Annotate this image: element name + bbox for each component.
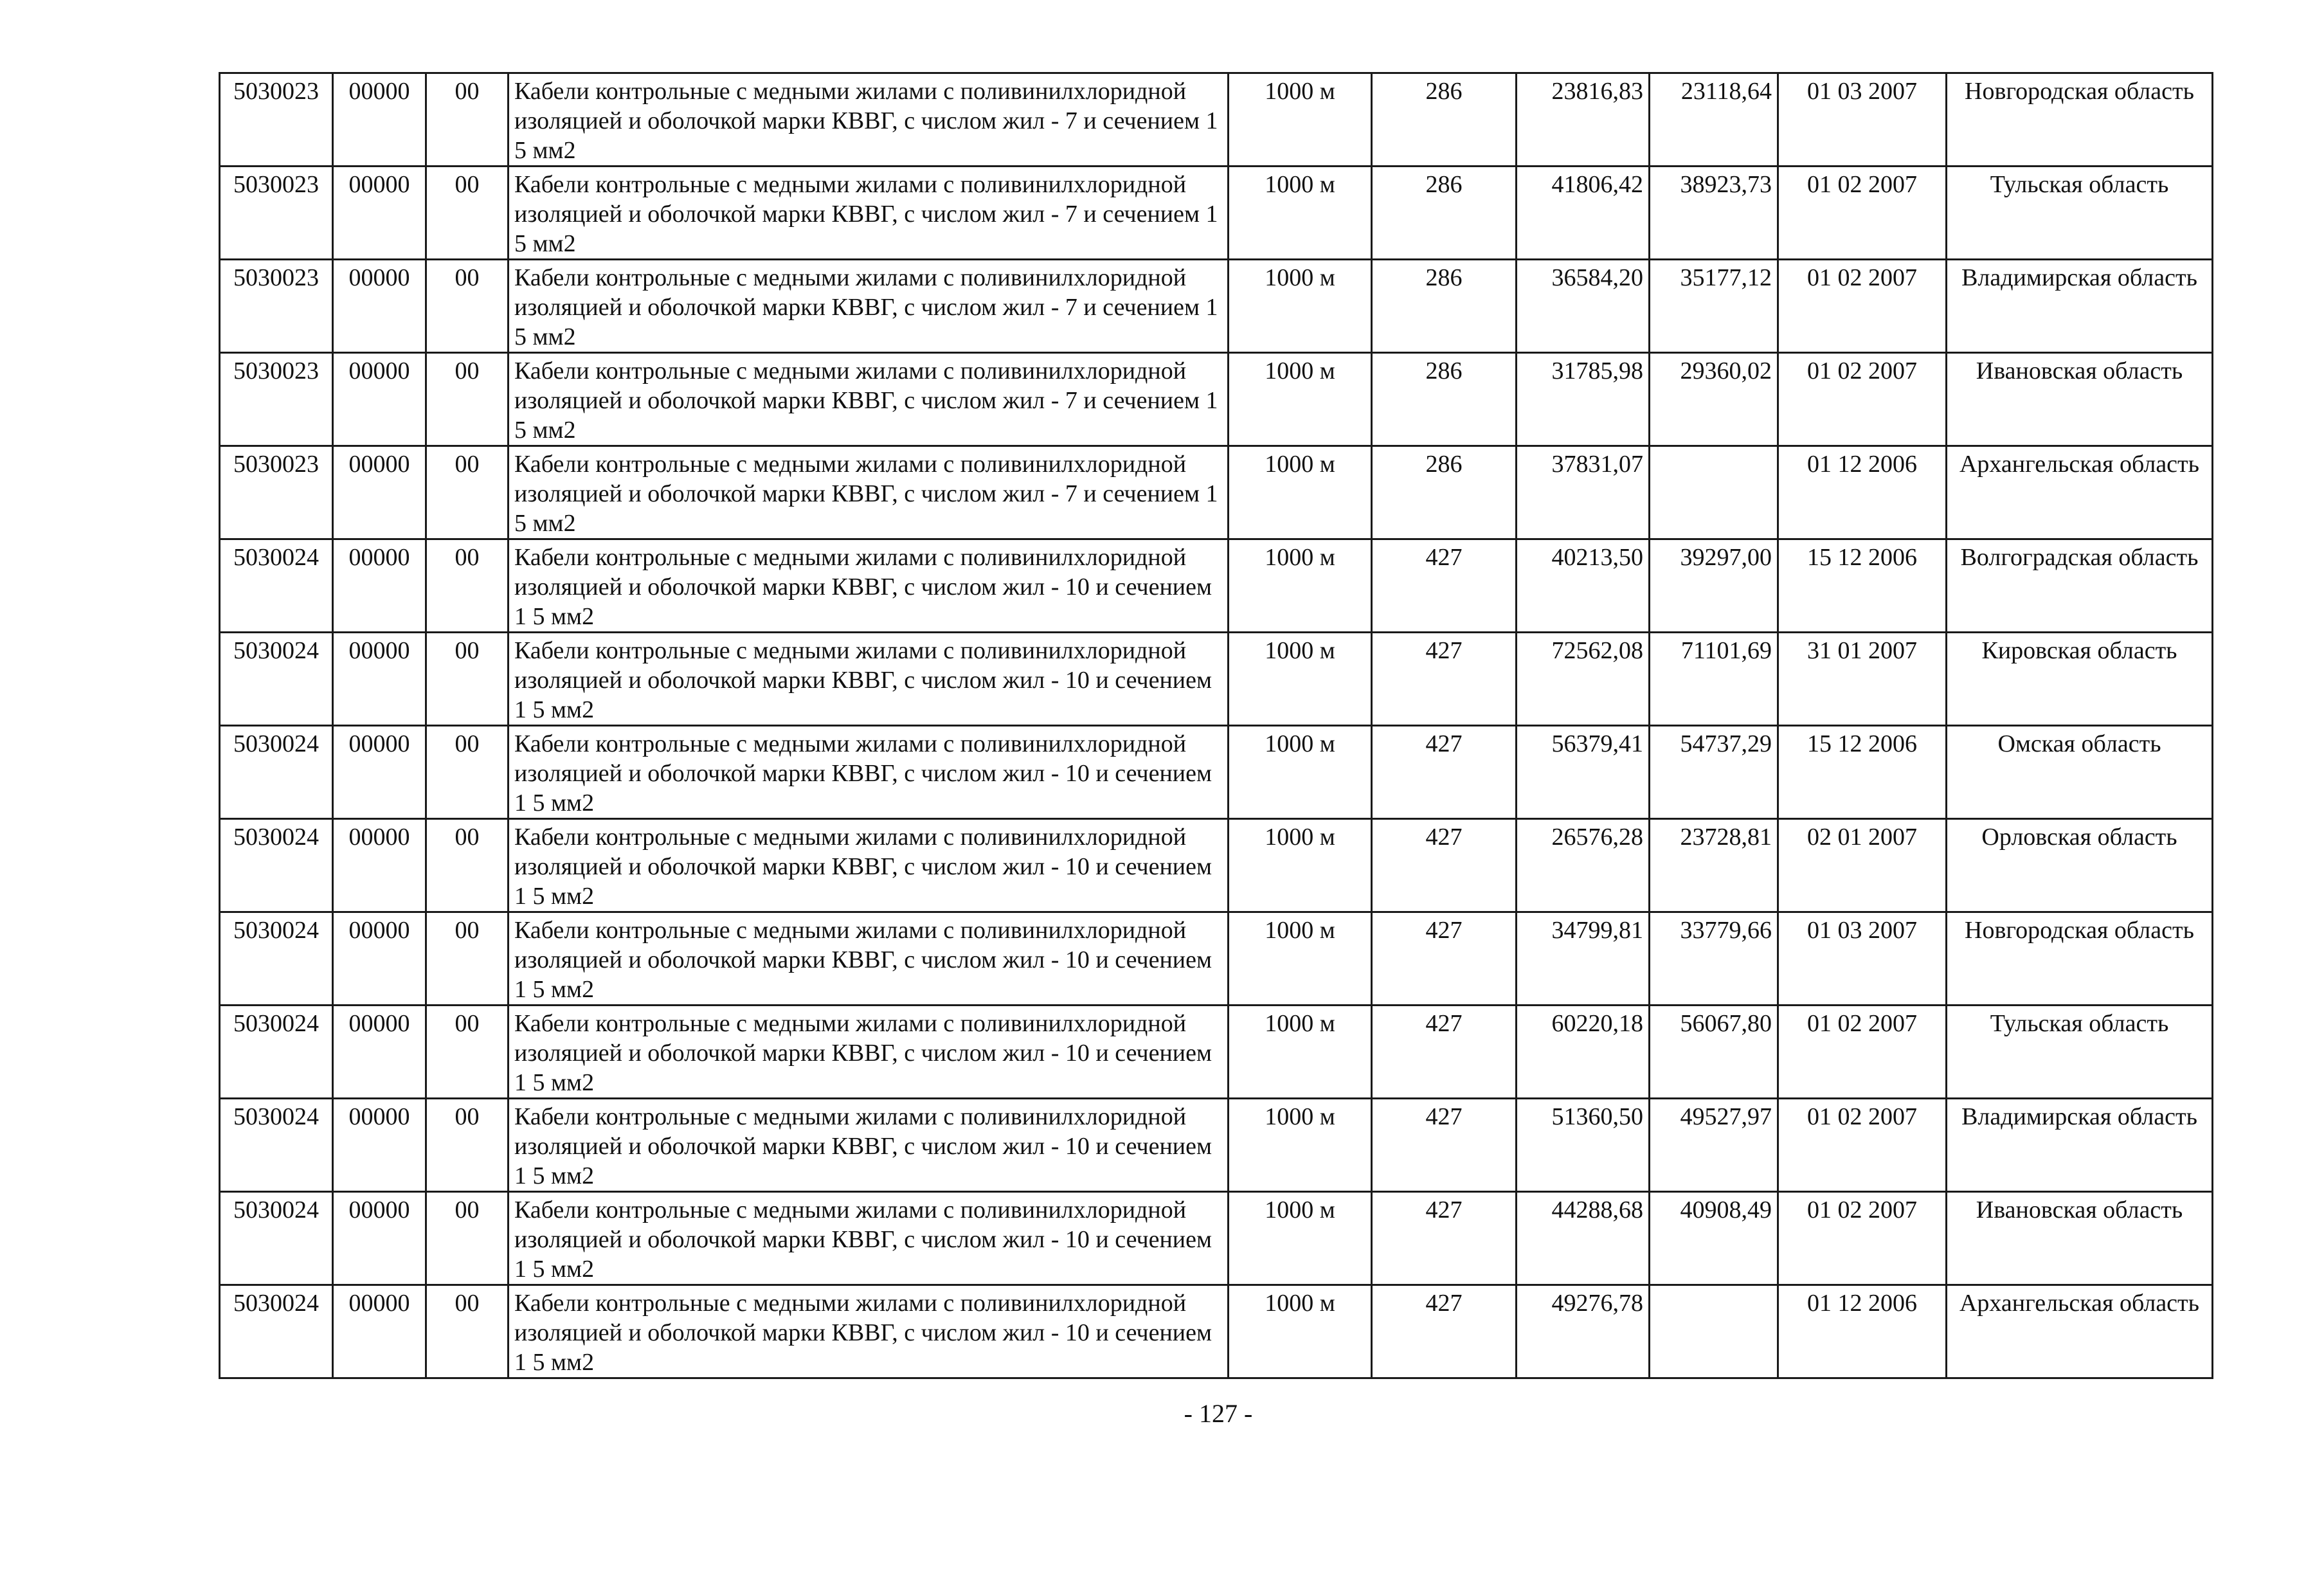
cell-unit: 1000 м (1229, 260, 1372, 353)
cell-number: 427 (1372, 633, 1517, 726)
cell-unit: 1000 м (1229, 1192, 1372, 1285)
cell-subcode: 00000 (333, 1285, 426, 1378)
cell-unit: 1000 м (1229, 353, 1372, 446)
cell-extension: 00 (426, 353, 509, 446)
cell-description: Кабели контрольные с медными жилами с поливинилхлоридной изоляцией и оболочкой марки КВВГ, с числом жил - 10 и сечением 1 5 мм2 (509, 1006, 1229, 1099)
cell-unit: 1000 м (1229, 167, 1372, 260)
cell-date: 15 12 2006 (1778, 539, 1947, 633)
cell-code: 5030024 (220, 1099, 333, 1192)
cell-number: 286 (1372, 446, 1517, 539)
cell-subcode: 00000 (333, 167, 426, 260)
cell-description: Кабели контрольные с медными жилами с поливинилхлоридной изоляцией и оболочкой марки КВВГ, с числом жил - 7 и сечением 1 5 мм2 (509, 446, 1229, 539)
cell-region: Волгоградская область (1947, 539, 2213, 633)
cell-code: 5030023 (220, 353, 333, 446)
cell-price-1: 31785,98 (1517, 353, 1650, 446)
cell-price-2: 40908,49 (1650, 1192, 1778, 1285)
cell-date: 01 12 2006 (1778, 1285, 1947, 1378)
cell-number: 427 (1372, 1006, 1517, 1099)
table-row (220, 73, 2213, 167)
table-row (220, 353, 2213, 446)
cell-price-1: 56379,41 (1517, 726, 1650, 819)
cell-number: 286 (1372, 73, 1517, 167)
cell-price-1: 37831,07 (1517, 446, 1650, 539)
cell-description: Кабели контрольные с медными жилами с поливинилхлоридной изоляцией и оболочкой марки КВВГ, с числом жил - 10 и сечением 1 5 мм2 (509, 1099, 1229, 1192)
cell-price-1: 51360,50 (1517, 1099, 1650, 1192)
cell-subcode: 00000 (333, 353, 426, 446)
table-row (220, 633, 2213, 726)
cell-description: Кабели контрольные с медными жилами с поливинилхлоридной изоляцией и оболочкой марки КВВГ, с числом жил - 7 и сечением 1 5 мм2 (509, 260, 1229, 353)
cell-description: Кабели контрольные с медными жилами с поливинилхлоридной изоляцией и оболочкой марки КВВГ, с числом жил - 10 и сечением 1 5 мм2 (509, 633, 1229, 726)
cell-description: Кабели контрольные с медными жилами с поливинилхлоридной изоляцией и оболочкой марки КВВГ, с числом жил - 7 и сечением 1 5 мм2 (509, 167, 1229, 260)
cell-extension: 00 (426, 1099, 509, 1192)
cell-number: 427 (1372, 1192, 1517, 1285)
cell-number: 286 (1372, 353, 1517, 446)
cell-unit: 1000 м (1229, 912, 1372, 1006)
table-row (220, 1099, 2213, 1192)
cell-region: Омская область (1947, 726, 2213, 819)
cell-subcode: 00000 (333, 912, 426, 1006)
cell-extension: 00 (426, 1006, 509, 1099)
table-row (220, 1285, 2213, 1378)
price-table (219, 72, 2213, 1379)
cell-code: 5030023 (220, 260, 333, 353)
cell-region: Тульская область (1947, 167, 2213, 260)
table-row (220, 726, 2213, 819)
cell-extension: 00 (426, 1192, 509, 1285)
cell-date: 01 02 2007 (1778, 167, 1947, 260)
cell-extension: 00 (426, 260, 509, 353)
cell-price-1: 36584,20 (1517, 260, 1650, 353)
cell-unit: 1000 м (1229, 633, 1372, 726)
cell-extension: 00 (426, 446, 509, 539)
cell-description: Кабели контрольные с медными жилами с поливинилхлоридной изоляцией и оболочкой марки КВВГ, с числом жил - 10 и сечением 1 5 мм2 (509, 539, 1229, 633)
cell-price-1: 44288,68 (1517, 1192, 1650, 1285)
table-row (220, 1192, 2213, 1285)
cell-region: Владимирская область (1947, 260, 2213, 353)
cell-code: 5030024 (220, 1006, 333, 1099)
cell-subcode: 00000 (333, 260, 426, 353)
cell-date: 01 02 2007 (1778, 1006, 1947, 1099)
cell-date: 01 02 2007 (1778, 260, 1947, 353)
cell-price-2: 56067,80 (1650, 1006, 1778, 1099)
cell-price-2: 33779,66 (1650, 912, 1778, 1006)
cell-description: Кабели контрольные с медными жилами с поливинилхлоридной изоляцией и оболочкой марки КВВГ, с числом жил - 7 и сечением 1 5 мм2 (509, 73, 1229, 167)
cell-date: 01 02 2007 (1778, 1192, 1947, 1285)
cell-subcode: 00000 (333, 1006, 426, 1099)
cell-unit: 1000 м (1229, 1099, 1372, 1192)
cell-price-1: 34799,81 (1517, 912, 1650, 1006)
cell-number: 427 (1372, 539, 1517, 633)
cell-unit: 1000 м (1229, 446, 1372, 539)
cell-number: 427 (1372, 1099, 1517, 1192)
cell-code: 5030024 (220, 726, 333, 819)
cell-code: 5030024 (220, 633, 333, 726)
table-row (220, 260, 2213, 353)
cell-description: Кабели контрольные с медными жилами с поливинилхлоридной изоляцией и оболочкой марки КВВГ, с числом жил - 10 и сечением 1 5 мм2 (509, 1285, 1229, 1378)
cell-description: Кабели контрольные с медными жилами с поливинилхлоридной изоляцией и оболочкой марки КВВГ, с числом жил - 10 и сечением 1 5 мм2 (509, 912, 1229, 1006)
cell-price-1: 40213,50 (1517, 539, 1650, 633)
cell-code: 5030023 (220, 73, 333, 167)
cell-price-1: 41806,42 (1517, 167, 1650, 260)
cell-unit: 1000 м (1229, 726, 1372, 819)
cell-extension: 00 (426, 73, 509, 167)
cell-description: Кабели контрольные с медными жилами с поливинилхлоридной изоляцией и оболочкой марки КВВГ, с числом жил - 7 и сечением 1 5 мм2 (509, 353, 1229, 446)
cell-number: 286 (1372, 260, 1517, 353)
cell-region: Архангельская область (1947, 1285, 2213, 1378)
cell-subcode: 00000 (333, 633, 426, 726)
cell-extension: 00 (426, 633, 509, 726)
cell-description: Кабели контрольные с медными жилами с поливинилхлоридной изоляцией и оболочкой марки КВВГ, с числом жил - 10 и сечением 1 5 мм2 (509, 819, 1229, 912)
cell-number: 427 (1372, 726, 1517, 819)
cell-code: 5030024 (220, 539, 333, 633)
cell-price-2: 35177,12 (1650, 260, 1778, 353)
cell-date: 01 03 2007 (1778, 912, 1947, 1006)
cell-price-1: 26576,28 (1517, 819, 1650, 912)
cell-subcode: 00000 (333, 1099, 426, 1192)
cell-region: Ивановская область (1947, 353, 2213, 446)
cell-date: 01 02 2007 (1778, 353, 1947, 446)
cell-price-2 (1650, 446, 1778, 539)
cell-date: 01 02 2007 (1778, 1099, 1947, 1192)
table-row (220, 539, 2213, 633)
cell-price-2: 29360,02 (1650, 353, 1778, 446)
table-row (220, 912, 2213, 1006)
cell-extension: 00 (426, 167, 509, 260)
cell-date: 01 03 2007 (1778, 73, 1947, 167)
cell-date: 15 12 2006 (1778, 726, 1947, 819)
cell-unit: 1000 м (1229, 73, 1372, 167)
cell-extension: 00 (426, 1285, 509, 1378)
cell-subcode: 00000 (333, 819, 426, 912)
cell-number: 427 (1372, 1285, 1517, 1378)
cell-price-1: 49276,78 (1517, 1285, 1650, 1378)
cell-description: Кабели контрольные с медными жилами с поливинилхлоридной изоляцией и оболочкой марки КВВГ, с числом жил - 10 и сечением 1 5 мм2 (509, 726, 1229, 819)
cell-code: 5030024 (220, 1192, 333, 1285)
cell-unit: 1000 м (1229, 539, 1372, 633)
cell-subcode: 00000 (333, 1192, 426, 1285)
cell-price-2: 39297,00 (1650, 539, 1778, 633)
cell-code: 5030023 (220, 167, 333, 260)
cell-price-1: 23816,83 (1517, 73, 1650, 167)
cell-date: 02 01 2007 (1778, 819, 1947, 912)
cell-description: Кабели контрольные с медными жилами с поливинилхлоридной изоляцией и оболочкой марки КВВГ, с числом жил - 10 и сечением 1 5 мм2 (509, 1192, 1229, 1285)
cell-date: 01 12 2006 (1778, 446, 1947, 539)
table-row (220, 819, 2213, 912)
cell-unit: 1000 м (1229, 1006, 1372, 1099)
page-number: - 127 - (1184, 1399, 1253, 1428)
cell-region: Архангельская область (1947, 446, 2213, 539)
cell-extension: 00 (426, 539, 509, 633)
cell-extension: 00 (426, 726, 509, 819)
cell-region: Новгородская область (1947, 912, 2213, 1006)
cell-extension: 00 (426, 819, 509, 912)
cell-price-1: 72562,08 (1517, 633, 1650, 726)
cell-region: Владимирская область (1947, 1099, 2213, 1192)
table-row (220, 446, 2213, 539)
cell-unit: 1000 м (1229, 1285, 1372, 1378)
cell-price-2: 23118,64 (1650, 73, 1778, 167)
cell-region: Кировская область (1947, 633, 2213, 726)
cell-number: 286 (1372, 167, 1517, 260)
cell-subcode: 00000 (333, 446, 426, 539)
cell-region: Ивановская область (1947, 1192, 2213, 1285)
cell-code: 5030024 (220, 1285, 333, 1378)
cell-region: Орловская область (1947, 819, 2213, 912)
cell-extension: 00 (426, 912, 509, 1006)
cell-price-2: 38923,73 (1650, 167, 1778, 260)
cell-code: 5030023 (220, 446, 333, 539)
cell-number: 427 (1372, 819, 1517, 912)
cell-price-2: 71101,69 (1650, 633, 1778, 726)
table-body (220, 73, 2213, 1378)
cell-subcode: 00000 (333, 726, 426, 819)
cell-price-2 (1650, 1285, 1778, 1378)
cell-code: 5030024 (220, 819, 333, 912)
cell-price-1: 60220,18 (1517, 1006, 1650, 1099)
cell-price-2: 23728,81 (1650, 819, 1778, 912)
cell-region: Новгородская область (1947, 73, 2213, 167)
table-row (220, 167, 2213, 260)
cell-price-2: 54737,29 (1650, 726, 1778, 819)
cell-subcode: 00000 (333, 539, 426, 633)
cell-code: 5030024 (220, 912, 333, 1006)
cell-region: Тульская область (1947, 1006, 2213, 1099)
table-row (220, 1006, 2213, 1099)
cell-price-2: 49527,97 (1650, 1099, 1778, 1192)
cell-unit: 1000 м (1229, 819, 1372, 912)
cell-date: 31 01 2007 (1778, 633, 1947, 726)
cell-subcode: 00000 (333, 73, 426, 167)
cell-number: 427 (1372, 912, 1517, 1006)
